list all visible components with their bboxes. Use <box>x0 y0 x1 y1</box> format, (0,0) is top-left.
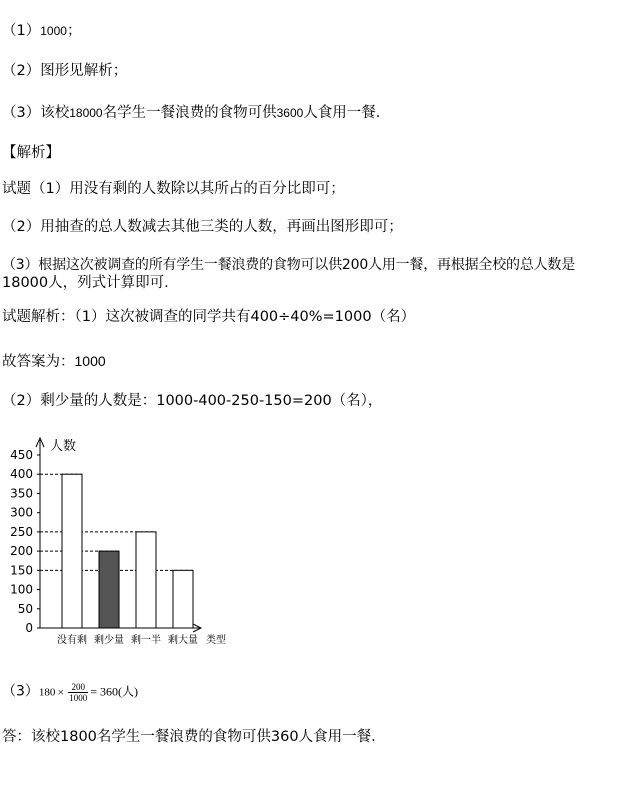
y-tick-label: 400 <box>10 467 33 482</box>
solution-3: （2）剩少量的人数是：1000-400-250-150=200（名）， <box>2 393 383 409</box>
y-tick-label: 50 <box>17 601 33 616</box>
solution-1-text: 这次被调查的同学共有400÷40%=1000（名） <box>105 309 416 325</box>
y-tick-label: 250 <box>10 524 33 539</box>
chart-y-label: 人数 <box>50 439 77 454</box>
chart-y-ticks <box>10 448 40 635</box>
x-category-label: 没有剩 <box>57 635 87 646</box>
solution-2-value: 1000 <box>74 353 106 369</box>
y-tick-label: 0 <box>25 621 33 635</box>
solution-2-prefix: 故答案为： <box>2 354 75 370</box>
answer-3-num2: 3600 <box>276 106 304 120</box>
solution-1 <box>2 308 415 326</box>
solution-4-a: 180 <box>38 686 56 699</box>
analysis-p3-line2: 18000人，列式计算即可. <box>2 275 169 291</box>
answer-3 <box>2 104 380 122</box>
answer-1-prefix: （1） <box>2 23 41 39</box>
y-tick-label: 150 <box>10 563 33 578</box>
x-category-label: 剩少量 <box>94 635 124 646</box>
solution-4-result: = 360(人) <box>90 684 138 699</box>
fraction-denominator: 1000 <box>69 693 88 703</box>
bar-1 <box>62 474 82 628</box>
analysis-p3-line1: （3）根据这次被调查的所有学生一餐浪费的食物可以供200人用一餐，再根据全校的总人数是 <box>2 257 576 273</box>
solution-4 <box>2 682 138 703</box>
answer-1 <box>2 22 81 40</box>
analysis-p1: 试题（1）用没有剩的人数除以其所占的百分比即可； <box>2 181 345 197</box>
y-tick-label: 350 <box>10 486 33 501</box>
solution-1-prefix: 试题解析：（1） <box>2 309 106 325</box>
solution-5: 答：该校1800名学生一餐浪费的食物可供360人食用一餐. <box>2 729 376 745</box>
chart-x-labels <box>57 633 198 646</box>
solution-4-fraction <box>68 682 88 703</box>
chart-bars <box>62 474 193 628</box>
bar-3 <box>136 532 156 628</box>
chart-x-label: 类型 <box>206 635 226 646</box>
bar-4 <box>173 570 193 628</box>
solution-4-times: × <box>57 684 65 699</box>
x-category-label: 剩大量 <box>168 635 198 646</box>
answer-3-suffix: 人食用一餐. <box>303 105 381 121</box>
y-tick-label: 450 <box>10 448 33 462</box>
analysis-p2: （2）用抽查的总人数减去其他三类的人数，再画出图形即可； <box>2 219 403 235</box>
answer-3-num1: 18000 <box>69 106 103 120</box>
y-tick-label: 300 <box>10 505 33 520</box>
x-category-label: 剩一半 <box>131 635 161 646</box>
y-tick-label: 200 <box>10 544 33 559</box>
bar-chart <box>0 428 260 650</box>
fraction-numerator: 200 <box>68 682 88 693</box>
solution-2 <box>2 352 106 371</box>
answer-2: （2）图形见解析； <box>2 63 128 79</box>
answer-1-value: 1000 <box>40 24 67 38</box>
solution-4-prefix: （3） <box>2 683 39 700</box>
analysis-heading: 【解析】 <box>2 145 60 161</box>
answer-3-prefix: （3）该校 <box>2 105 70 121</box>
bar-2 <box>99 551 119 628</box>
y-tick-label: 100 <box>10 582 33 597</box>
answer-3-mid: 名学生一餐浪费的食物可供 <box>102 105 277 121</box>
answer-1-suffix: ； <box>66 23 82 39</box>
